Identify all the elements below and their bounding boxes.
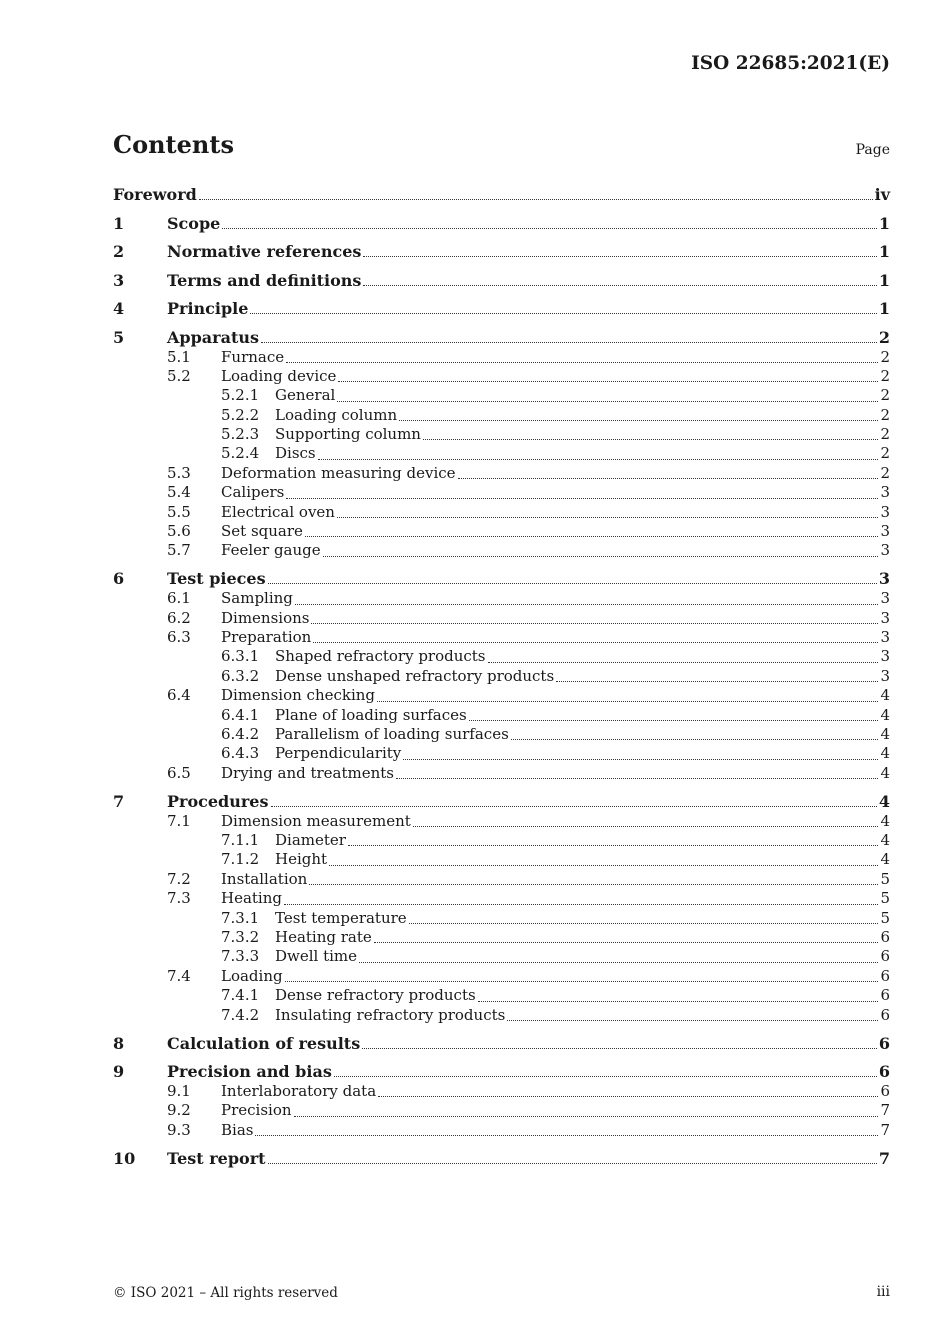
toc-entry-page: 4 — [880, 850, 890, 869]
toc-entry-title: Supporting column — [275, 425, 421, 444]
toc-entry-title: Insulating refractory products — [275, 1005, 506, 1024]
toc-entry[interactable] — [113, 1121, 890, 1140]
dot-leader — [348, 844, 879, 846]
toc-entry-number: 5.5 — [167, 502, 191, 521]
dot-leader — [409, 922, 879, 924]
dot-leader — [311, 622, 878, 624]
dot-leader — [250, 312, 876, 314]
toc-entry-page: 3 — [880, 483, 890, 502]
toc-entry-number: 7 — [113, 791, 125, 811]
dot-leader — [318, 458, 879, 460]
toc-entry-title: Feeler gauge — [221, 541, 321, 560]
toc-entry-number: 7.1.2 — [221, 850, 260, 869]
toc-entry[interactable] — [113, 764, 890, 783]
toc-entry-title: Heating rate — [275, 928, 372, 947]
dot-leader — [313, 641, 878, 643]
dot-leader — [329, 864, 878, 866]
toc-entry-title: Set square — [221, 522, 303, 541]
toc-entry-number: 5.2.3 — [221, 425, 260, 444]
toc-entry-number: 7.2 — [167, 869, 191, 888]
toc-entry-number: 5.2 — [167, 366, 191, 385]
toc-entry-title: Precision — [221, 1101, 292, 1120]
toc-entry[interactable] — [113, 667, 890, 686]
toc-entry-page: 2 — [880, 463, 890, 482]
toc-entry-title: Loading column — [275, 405, 398, 424]
toc-entry-number: 6 — [113, 569, 125, 589]
toc-entry-number: 5.3 — [167, 463, 191, 482]
dot-leader — [374, 941, 879, 943]
toc-entry-number: 6.3.1 — [221, 647, 260, 666]
toc-entry-title: Installation — [221, 869, 308, 888]
toc-entry-page: 6 — [878, 1062, 890, 1081]
toc-entry-number: 8 — [113, 1033, 125, 1053]
toc-entry[interactable] — [113, 791, 890, 812]
toc-entry-title: Plane of loading surfaces — [275, 705, 467, 724]
toc-entry-page: 3 — [880, 589, 890, 608]
toc-entry-title: Diameter — [275, 831, 346, 850]
toc-entry[interactable] — [113, 213, 890, 234]
toc-entry[interactable] — [113, 647, 890, 666]
toc-entry-number: 7.3 — [167, 889, 191, 908]
dot-leader — [556, 680, 878, 682]
document-id: ISO 22685:2021(E) — [691, 53, 890, 74]
toc-entry-number: 6.3.2 — [221, 666, 260, 685]
toc-entry-title: Interlaboratory data — [221, 1082, 377, 1100]
toc-entry-title: Bias — [221, 1120, 254, 1139]
toc-entry-title: Dense refractory products — [275, 986, 476, 1005]
contents-heading: Contents — [113, 130, 234, 159]
toc-entry[interactable] — [113, 503, 890, 522]
toc-entry-number: 5.2.4 — [221, 444, 260, 463]
toc-entry-number: 5.7 — [167, 541, 191, 560]
dot-leader — [334, 1075, 877, 1077]
toc-entry-page: 6 — [880, 1005, 890, 1024]
toc-entry[interactable] — [113, 947, 890, 966]
dot-leader — [478, 1000, 879, 1002]
toc-entry-page: 1 — [878, 213, 890, 233]
toc-entry-title: Deformation measuring device — [221, 463, 456, 482]
dot-leader — [423, 438, 878, 440]
toc-entry-title: General — [275, 386, 336, 405]
page-column-label: Page — [855, 142, 890, 158]
dot-leader — [323, 555, 879, 557]
toc-entry-page: 3 — [880, 608, 890, 627]
toc-entry[interactable] — [113, 241, 890, 262]
toc-entry-title: Heating — [221, 889, 282, 908]
toc-entry-page: 3 — [880, 628, 890, 647]
toc-entry-page: 6 — [880, 1082, 890, 1100]
toc-entry[interactable] — [113, 609, 890, 628]
toc-entry-number: 7.3.1 — [221, 908, 260, 927]
dot-leader — [359, 961, 878, 963]
dot-leader — [286, 497, 878, 499]
toc-entry[interactable] — [113, 184, 890, 205]
toc-entry[interactable] — [113, 628, 890, 647]
dot-leader — [222, 227, 877, 229]
toc-entry-page: 4 — [878, 791, 890, 811]
toc-entry-title: Normative references — [167, 242, 362, 261]
toc-entry[interactable] — [113, 298, 890, 319]
toc-entry[interactable] — [113, 386, 890, 405]
toc-entry-title: Dwell time — [275, 947, 358, 966]
copyright-notice: © ISO 2021 – All rights reserved — [113, 1285, 338, 1301]
toc-entry[interactable] — [113, 1101, 890, 1120]
toc-entry-page: 4 — [880, 705, 890, 724]
toc-entry-title: Test pieces — [167, 569, 266, 589]
toc-entry[interactable] — [113, 1006, 890, 1025]
dot-leader — [255, 1134, 878, 1136]
toc-entry-title: Perpendicularity — [275, 744, 402, 763]
toc-entry-title: Calculation of results — [167, 1033, 361, 1053]
toc-entry-page: 3 — [878, 569, 890, 589]
toc-entry-page: 6 — [878, 1033, 890, 1053]
table-of-contents — [113, 184, 890, 1169]
toc-entry[interactable] — [113, 967, 890, 986]
dot-leader — [268, 1162, 877, 1164]
toc-entry-page: 6 — [880, 986, 890, 1005]
dot-leader — [507, 1019, 878, 1021]
toc-entry-number: 7.4.2 — [221, 1005, 260, 1024]
dot-leader — [261, 341, 877, 343]
dot-leader — [363, 255, 876, 257]
toc-entry[interactable] — [113, 541, 890, 560]
dot-leader — [363, 284, 876, 286]
toc-entry[interactable] — [113, 327, 890, 348]
toc-entry-number: 6.4.2 — [221, 725, 260, 744]
toc-entry-number: 9.1 — [167, 1082, 191, 1100]
toc-entry-page: 5 — [880, 889, 890, 908]
toc-entry-page: 1 — [878, 242, 890, 261]
toc-entry-number: 5.2.2 — [221, 405, 260, 424]
toc-entry-title: Dense unshaped refractory products — [275, 666, 555, 685]
toc-entry-number: 6.4 — [167, 686, 191, 705]
dot-leader — [511, 738, 879, 740]
toc-entry-page: 1 — [878, 299, 890, 318]
dot-leader — [458, 477, 879, 479]
toc-entry[interactable] — [113, 831, 890, 850]
toc-entry[interactable] — [113, 1033, 890, 1054]
toc-entry-page: 3 — [880, 666, 890, 685]
toc-entry[interactable] — [113, 425, 890, 444]
toc-entry-title: Test report — [167, 1148, 266, 1168]
toc-entry[interactable] — [113, 744, 890, 763]
toc-entry[interactable] — [113, 444, 890, 463]
toc-entry-title: Discs — [275, 444, 316, 463]
dot-leader — [338, 380, 878, 382]
toc-entry-page: 3 — [880, 541, 890, 560]
toc-entry-title: Calipers — [221, 483, 285, 502]
toc-entry[interactable] — [113, 725, 890, 744]
toc-entry-title: Shaped refractory products — [275, 647, 486, 666]
toc-entry[interactable] — [113, 812, 890, 831]
dot-leader — [294, 1115, 879, 1117]
toc-entry-page: 4 — [880, 686, 890, 705]
dot-leader — [268, 582, 877, 584]
toc-entry-title: Dimension checking — [221, 686, 376, 705]
toc-entry-page: 6 — [880, 928, 890, 947]
toc-entry-page: 2 — [880, 386, 890, 405]
toc-entry[interactable] — [113, 986, 890, 1005]
toc-entry-number: 6.2 — [167, 608, 191, 627]
toc-entry-number: 7.3.3 — [221, 947, 260, 966]
toc-entry-number: 6.1 — [167, 589, 191, 608]
toc-entry-title: Dimension measurement — [221, 811, 411, 830]
toc-entry-number: 7.1 — [167, 811, 191, 830]
dot-leader — [413, 825, 879, 827]
toc-entry-number: 7.3.2 — [221, 928, 260, 947]
toc-entry[interactable] — [113, 483, 890, 502]
toc-entry-page: 7 — [878, 1148, 890, 1168]
dot-leader — [469, 719, 879, 721]
toc-entry[interactable] — [113, 686, 890, 705]
toc-entry-number: 7.4 — [167, 966, 191, 985]
toc-entry[interactable] — [113, 1061, 890, 1082]
toc-entry-number: 7.1.1 — [221, 831, 260, 850]
toc-entry-title: Apparatus — [167, 327, 259, 347]
toc-entry-page: 4 — [880, 725, 890, 744]
toc-entry-page: 4 — [880, 811, 890, 830]
toc-entry[interactable] — [113, 522, 890, 541]
toc-entry-title: Test temperature — [275, 908, 407, 927]
toc-entry[interactable] — [113, 367, 890, 386]
toc-entry[interactable] — [113, 589, 890, 608]
dot-leader — [337, 516, 878, 518]
toc-entry-page: 5 — [880, 908, 890, 927]
toc-entry-number: 6.3 — [167, 628, 191, 647]
toc-entry-number: 9 — [113, 1062, 125, 1081]
toc-entry-page: 6 — [880, 947, 890, 966]
toc-entry-page: 2 — [878, 327, 890, 347]
toc-entry-title: Furnace — [221, 347, 285, 366]
toc-entry-page: iv — [874, 185, 890, 204]
toc-entry-number: 6.5 — [167, 763, 191, 782]
toc-entry-page: 2 — [880, 425, 890, 444]
toc-entry[interactable] — [113, 706, 890, 725]
toc-entry-title: Foreword — [113, 185, 197, 204]
toc-entry-title: Electrical oven — [221, 502, 335, 521]
toc-entry-number: 5.4 — [167, 483, 191, 502]
toc-entry-page: 6 — [880, 966, 890, 985]
toc-entry-number: 4 — [113, 299, 125, 318]
toc-entry-title: Scope — [167, 213, 221, 233]
dot-leader — [396, 777, 878, 779]
toc-entry[interactable] — [113, 870, 890, 889]
toc-entry[interactable] — [113, 889, 890, 908]
toc-entry-title: Precision and bias — [167, 1062, 332, 1081]
dot-leader — [295, 603, 879, 605]
toc-entry-title: Procedures — [167, 791, 269, 811]
toc-entry-page: 7 — [880, 1120, 890, 1139]
toc-entry-number: 5.1 — [167, 347, 191, 366]
page-number: iii — [876, 1284, 890, 1300]
toc-entry-number: 5 — [113, 327, 125, 347]
dot-leader — [362, 1047, 877, 1049]
toc-entry-page: 3 — [880, 522, 890, 541]
dot-leader — [488, 661, 879, 663]
dot-leader — [403, 758, 878, 760]
toc-entry-title: Preparation — [221, 628, 312, 647]
toc-entry-number: 7.4.1 — [221, 986, 260, 1005]
dot-leader — [271, 805, 877, 807]
toc-entry-page: 5 — [880, 869, 890, 888]
dot-leader — [285, 980, 879, 982]
toc-entry[interactable] — [113, 270, 890, 291]
toc-entry-page: 2 — [880, 405, 890, 424]
toc-entry-number: 9.3 — [167, 1120, 191, 1139]
dot-leader — [199, 198, 873, 200]
toc-entry-page: 3 — [880, 502, 890, 521]
toc-entry-number: 5.2.1 — [221, 386, 260, 405]
toc-entry-page: 4 — [880, 831, 890, 850]
toc-entry[interactable] — [113, 568, 890, 589]
dot-leader — [284, 903, 878, 905]
dot-leader — [286, 361, 878, 363]
toc-entry-page: 7 — [880, 1101, 890, 1120]
toc-entry-number: 1 — [113, 213, 125, 233]
toc-entry[interactable] — [113, 348, 890, 367]
dot-leader — [309, 883, 878, 885]
dot-leader — [377, 700, 878, 702]
toc-entry-number: 10 — [113, 1148, 136, 1168]
toc-entry-title: Loading device — [221, 366, 337, 385]
toc-entry-number: 5.6 — [167, 522, 191, 541]
toc-entry-title: Sampling — [221, 589, 293, 608]
toc-entry[interactable] — [113, 1082, 890, 1101]
toc-entry[interactable] — [113, 406, 890, 425]
dot-leader — [378, 1095, 878, 1097]
toc-entry-number: 2 — [113, 242, 125, 261]
toc-entry-page: 1 — [878, 270, 890, 290]
dot-leader — [337, 400, 878, 402]
toc-entry-page: 3 — [880, 647, 890, 666]
toc-entry-page: 2 — [880, 366, 890, 385]
toc-entry[interactable] — [113, 909, 890, 928]
toc-entry[interactable] — [113, 464, 890, 483]
toc-entry-page: 4 — [880, 744, 890, 763]
toc-entry-title: Drying and treatments — [221, 763, 395, 782]
toc-entry-number: 6.4.1 — [221, 705, 260, 724]
toc-entry[interactable] — [113, 928, 890, 947]
toc-entry-page: 2 — [880, 347, 890, 366]
dot-leader — [305, 535, 879, 537]
toc-entry-number: 9.2 — [167, 1101, 191, 1120]
dot-leader — [399, 419, 878, 421]
toc-entry-title: Parallelism of loading surfaces — [275, 725, 509, 744]
toc-entry-number: 3 — [113, 270, 125, 290]
toc-entry-page: 4 — [880, 763, 890, 782]
toc-entry-title: Principle — [167, 299, 249, 318]
toc-entry-page: 2 — [880, 444, 890, 463]
toc-entry[interactable] — [113, 850, 890, 869]
toc-entry-title: Terms and definitions — [167, 270, 362, 290]
toc-entry[interactable] — [113, 1148, 890, 1169]
toc-entry-title: Dimensions — [221, 608, 310, 627]
toc-entry-number: 6.4.3 — [221, 744, 260, 763]
toc-entry-title: Loading — [221, 966, 283, 985]
toc-entry-title: Height — [275, 850, 328, 869]
